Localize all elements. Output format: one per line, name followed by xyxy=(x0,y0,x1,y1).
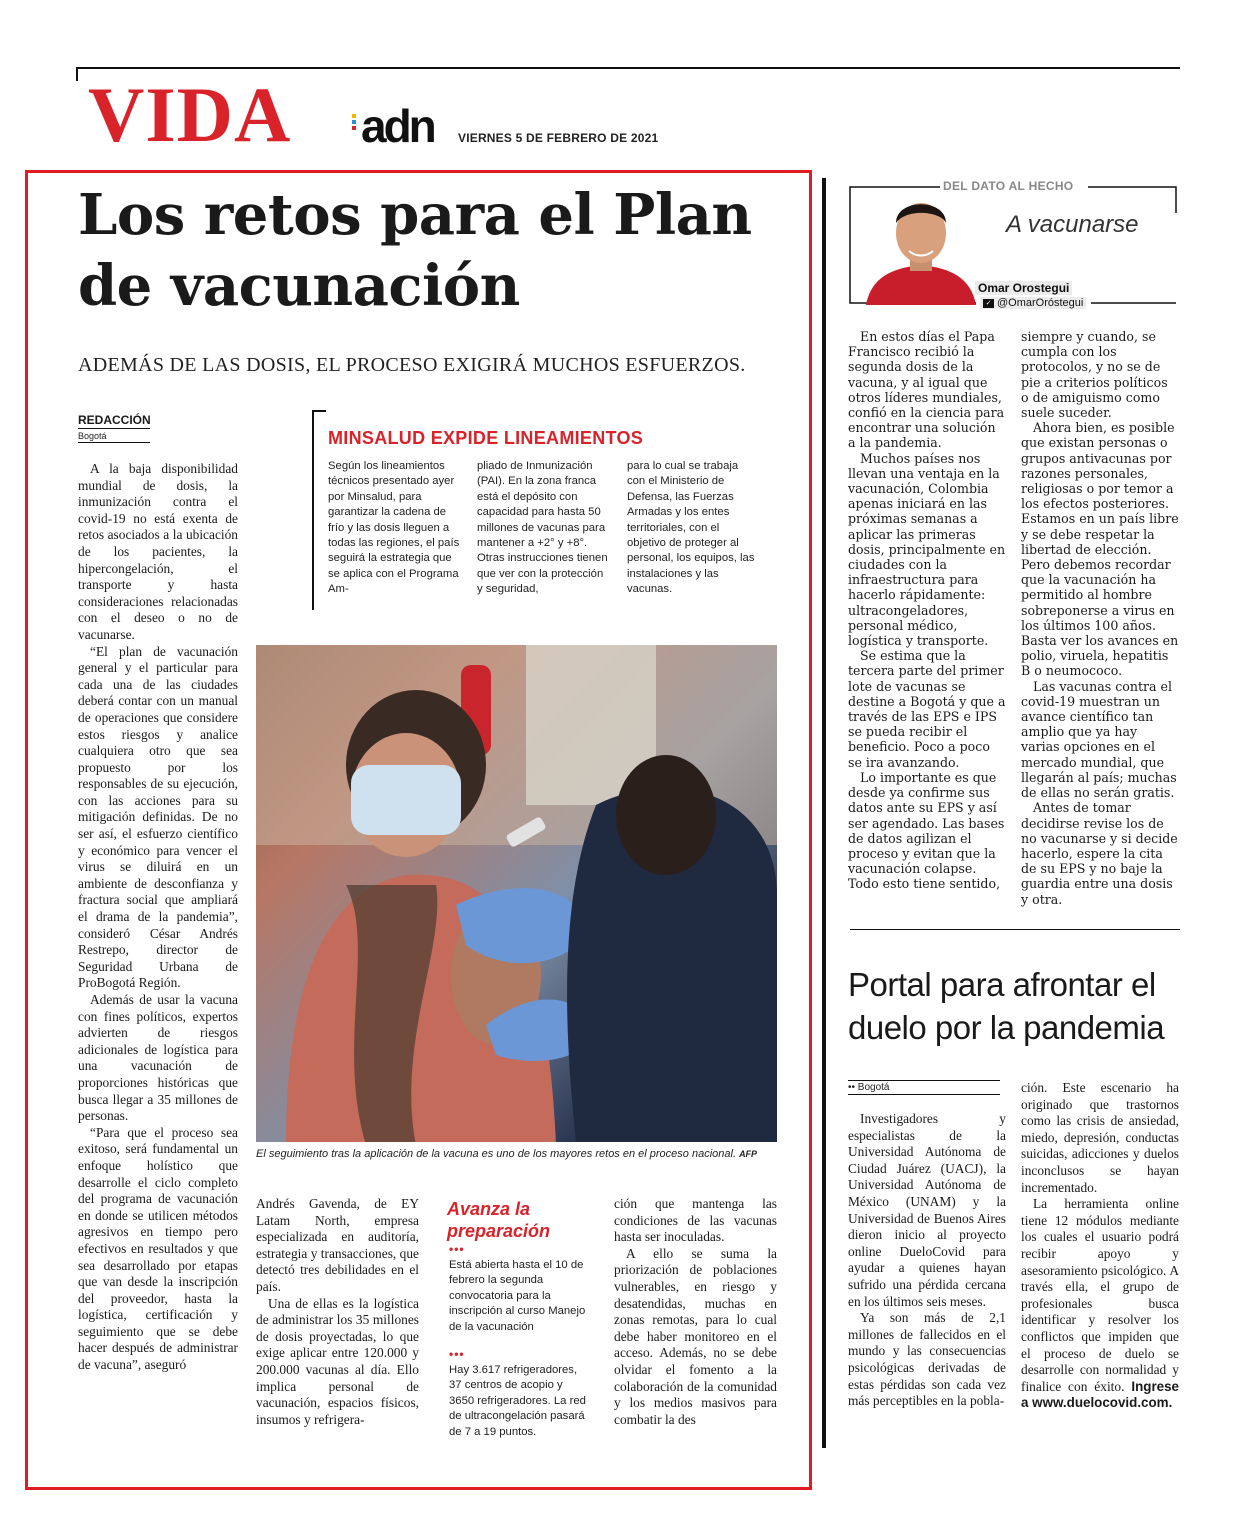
adn-logo-bars-icon xyxy=(352,114,358,134)
paragraph-text: La herramienta online tiene 12 módulos mediante los cuales el usuario podrá recibir apoyo y asesoramiento psicológico. A través ella, el grupo de profesionales busca identificar y resolver los conflictos que impiden que el proceso de duelo se desarrolle con normalidad y finalice con éxito. xyxy=(1021,1196,1179,1394)
info-box-title: MINSALUD EXPIDE LINEAMIENTOS xyxy=(328,428,644,448)
section-separator xyxy=(850,929,1180,930)
paragraph: Las vacunas contra el covid-19 muestran un avance científico tan amplio que ya hay varias opciones en el mercado mundial, que llegarán al país; muchas de ellas no serán gratis. xyxy=(1021,678,1177,801)
vaccination-photo xyxy=(256,645,777,1142)
caption-text: El seguimiento tras la aplicación de la vacuna es uno de los mayores retos en el proceso nacional. xyxy=(256,1148,736,1160)
portal-city: •• Bogotá xyxy=(848,1080,1000,1095)
author-portrait xyxy=(866,193,976,305)
opinion-title: A vacunarse xyxy=(1006,211,1139,238)
portal-link[interactable]: Ingrese a www.duelocovid.com. xyxy=(1021,1378,1179,1411)
paragraph: A la baja disponibilidad mundial de dosis, la inmunización contra el covid-19 no está exenta de retos asociados a la ubicación de los pacientes, la hipercongelación, el transporte y hasta consideraciones relacionadas con el deseo o no de vacunarse. xyxy=(78,461,238,642)
paragraph: ción. Este escenario ha originado que trastornos como las crisis de ansiedad, miedo, depresión, conductas suicidas, adicciones y duelos inconclusos se hayan incrementado. xyxy=(1021,1080,1179,1195)
opinion-kicker: DEL DATO AL HECHO xyxy=(943,179,1074,193)
sidebar-dots-icon: ••• xyxy=(449,1242,465,1256)
info-box-rule-top xyxy=(312,410,326,412)
paragraph: Ya son más de 2,1 millones de fallecidos en el mundo y las consecuencias psicológicas derivadas de estas pérdidas son cada vez más perceptibles en la pobla- xyxy=(848,1310,1006,1409)
paragraph: “El plan de vacunación general y el particular para cada una de las ciudades deberá contar con un manual de operaciones que considere estos riesgos y analice cualquiera otro que sea propuesto por los responsables de su ejecución, con las acciones para su mitigación definidas. De no ser así, el esfuerzo científico y económico para vencer el virus se diluirá en un ambiente de desconfianza y fractura social que ampliará el drama de la pandemia”, consideró César Andrés Restrepo, director de Seguridad Urbana de ProBogotá Región. xyxy=(78,643,238,991)
section-title: VIDA xyxy=(88,71,292,158)
info-box-rule xyxy=(312,410,314,610)
article-deck: ADEMÁS DE LAS DOSIS, EL PROCESO EXIGIRÁ MUCHOS ESFUERZOS. xyxy=(78,354,746,376)
article-city: Bogotá xyxy=(78,431,150,443)
paragraph: siempre y cuando, se cumpla con los protocolos, y no se de pie a criterios políticos o de amiguismo como suele suceder. xyxy=(1021,329,1168,421)
info-box-column-2: pliado de Inmunización (PAI). En la zona franca está el depósito con capacidad para hasta 50 millones de vacunas para mantener a +2° y +8°. Otras instrucciones tienen que ver con la protección y seguridad, xyxy=(477,460,608,596)
paragraph: Investigadores y especialistas de la Universidad Autónoma de Ciudad Juárez (UACJ), la Universidad Autónoma de México (UNAM) y la Universidad de Buenos Aires dieron inicio al proyecto online DueloCovid para ayudar a quienes hayan sufrido una pérdida cercana en los últimos seis meses. xyxy=(848,1111,1006,1309)
article-column-4 xyxy=(614,1196,777,1428)
author-name: Omar Orostegui xyxy=(975,281,1072,295)
vaccination-photo-illustration xyxy=(256,645,777,1142)
info-box-column-1: Según los lineamientos técnicos presentado ayer por Minsalud, para garantizar la cadena de frío y las dosis lleguen a todas las regiones, el país seguirá la estrategia que se aplica con el Programa Am- xyxy=(328,460,460,596)
portal-headline: Portal para afrontar el duelo por la pandemia xyxy=(848,966,1165,1046)
sidebar-item-1: Está abierta hasta el 10 de febrero la segunda convocatoria para la inscripción al curso Manejo de la vacunación xyxy=(449,1259,586,1333)
info-box-column-3: para lo cual se trabaja con el Ministerio de Defensa, las Fuerzas Armadas y los entes territoriales, con el objetivo de proteger al personal, los equipos, las instalaciones y las vacunas. xyxy=(627,460,755,596)
paragraph: Además de usar la vacuna con fines políticos, expertos advierten de riesgos adicionales de logística para una vacunación de proporciones históricas que busca llegar a 35 millones de personas. xyxy=(78,992,238,1124)
adn-logo: adn xyxy=(361,100,434,152)
paragraph: Antes de tomar decidirse revise los de no vacunarse y si decide hacerlo, espere la cita de su EPS y no baje la guardia entre una dosis y otra. xyxy=(1021,800,1178,907)
sidebar-title: Avanza la preparación xyxy=(447,1199,551,1241)
masthead-rule xyxy=(76,67,1180,69)
publication-date: VIERNES 5 DE FEBRERO DE 2021 xyxy=(458,131,659,145)
article-column-1 xyxy=(78,461,238,1374)
article-column-2 xyxy=(256,1196,419,1428)
photo-caption xyxy=(256,1148,781,1160)
photo-credit: AFP xyxy=(739,1149,758,1159)
paragraph: Muchos países nos llevan una ventaja en la vacunación, Colombia apenas iniciará en las próximas semanas a aplicar las primeras dosis, principalmente en ciudades con la infraestructura para hacerlo rápidamente: ultracongeladores, personal médico, logística y transporte. xyxy=(848,450,1006,649)
paragraph: Una de ellas es la logística de administrar los 35 millones de dosis proyectadas, lo que exige aplicar entre 120.000 y 200.000 vacunas al día. Ello implica personal de vacunación, espacios físicos, insumos y refrigera- xyxy=(256,1295,419,1427)
portal-column-2 xyxy=(1021,1080,1179,1412)
paragraph: “Para que el proceso sea exitoso, será fundamental un enfoque holístico que desarrolle el ciclo completo del programa de vacunación en donde se utilicen métodos agresivos en tiempo pero efectivos en resultados y que sea desarrollado por etapas que van desde la inscripción del proveedor, hasta la logística, certificación y seguimiento que se debe hacer después de administrar de vacuna”, aseguró xyxy=(78,1124,238,1373)
paragraph xyxy=(1021,1196,1179,1412)
sidebar-dots-icon: ••• xyxy=(449,1347,465,1361)
column-divider xyxy=(822,178,826,1448)
paragraph: Lo importante es que desde ya confirme sus datos ante su EPS y así ser agendado. Las bases de datos agilizan el proceso y evitan que la vacunación colapse. Todo esto tiene sentido, xyxy=(848,769,1005,892)
opinion-column-2 xyxy=(1021,329,1179,907)
twitter-icon: ✓ xyxy=(983,299,994,308)
paragraph: ción que mantenga las condiciones de las vacunas hasta ser inoculadas. xyxy=(614,1196,777,1245)
sidebar-item-2: Hay 3.617 refrigeradores, 37 centros de acopio y 3650 refrigeradores. La red de ultracongelación pasará de 7 a 19 puntos. xyxy=(449,1364,586,1438)
masthead-rule-tick xyxy=(76,67,78,81)
paragraph: Andrés Gavenda, de EY Latam North, empresa especializada en auditoría, estrategia y transacciones, que detectó tres debilidades en el país. xyxy=(256,1196,419,1294)
article-byline: REDACCIÓN xyxy=(78,413,151,427)
portal-column-1 xyxy=(848,1111,1006,1410)
author-handle-text: @OmarOróstegui xyxy=(997,297,1084,309)
paragraph: Ahora bien, es posible que existan personas o grupos antivacunas por razones personales, religiosas o por temor a los efectos posteriores. Estamos en un país libre y se debe respetar la libertad de elección. Pero debemos recordar que la vacunación ha permitido al hombre sobreponerse a virus en los últimos 100 años. Basta ver los avances en polio, viruela, hepatitis B o neumococo. xyxy=(1021,420,1179,679)
opinion-column-1 xyxy=(848,329,1006,892)
paragraph: A ello se suma la priorización de poblaciones vulnerables, en riesgo y desatendidas, muchas en zonas remotas, para lo cual debe haber monitoreo en el acceso. Además, no se debe olvidar el fomento a la colaboración de la comunidad y los medios masivos para combatir la des xyxy=(614,1245,777,1427)
paragraph: Se estima que la tercera parte del primer lote de vacunas se destine a Bogotá y que a través de las EPS e IPS se pueda recibir el beneficio. Poco a poco se ira avanzando. xyxy=(848,648,1006,770)
article-headline: Los retos para el Plan de vacunación xyxy=(78,182,752,319)
author-handle xyxy=(980,297,1086,309)
paragraph: En estos días el Papa Francisco recibió la segunda dosis de la vacuna, y al igual que otros líderes mundiales, confió en la ciencia para encontrar una solución a la pandemia. xyxy=(848,329,1005,451)
